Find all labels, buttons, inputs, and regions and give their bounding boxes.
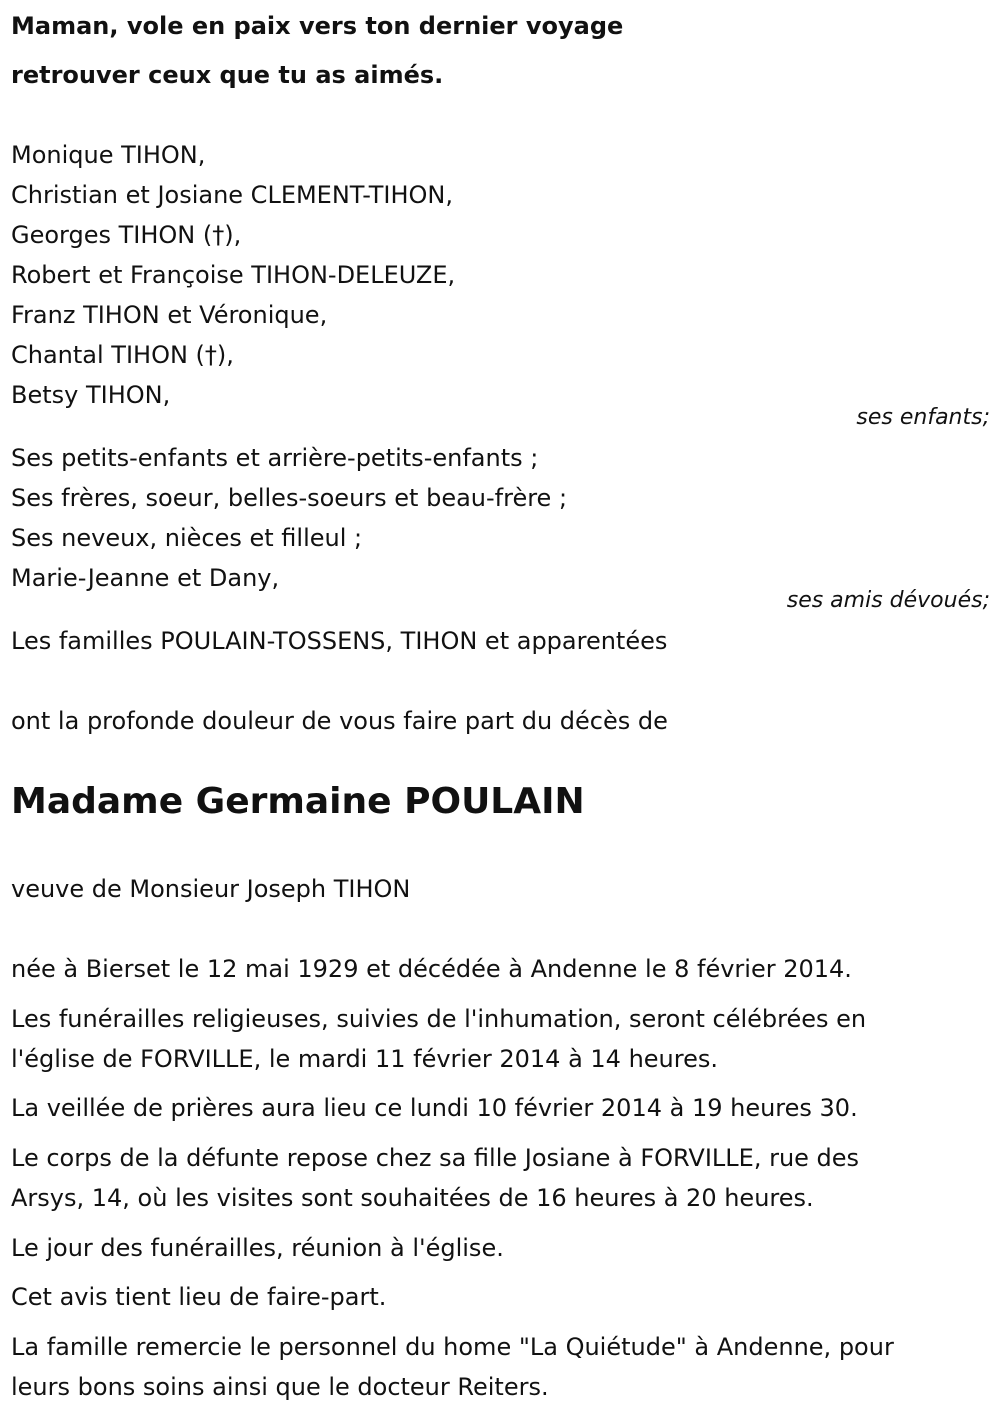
body-line: Le jour des funérailles, réunion à l'église. xyxy=(11,1234,504,1262)
relative-line: Ses frères, soeur, belles-soeurs et beau-frère ; xyxy=(11,484,568,512)
body-line: La famille remercie le personnel du home "La Quiétude" à Andenne, pour xyxy=(11,1333,894,1361)
body-line: Cet avis tient lieu de faire-part. xyxy=(11,1283,387,1311)
child-name: Franz TIHON et Véronique, xyxy=(11,301,328,329)
child-name: Robert et Françoise TIHON-DELEUZE, xyxy=(11,261,456,289)
body-line: née à Bierset le 12 mai 1929 et décédée à Andenne le 8 février 2014. xyxy=(11,955,852,983)
body-line: Les funérailles religieuses, suivies de l'inhumation, seront célébrées en xyxy=(11,1005,867,1033)
child-name: Christian et Josiane CLEMENT-TIHON, xyxy=(11,181,453,209)
child-name: Monique TIHON, xyxy=(11,141,206,169)
body-line: l'église de FORVILLE, le mardi 11 février 2014 à 14 heures. xyxy=(11,1045,718,1073)
epigraph-line-2: retrouver ceux que tu as aimés. xyxy=(11,61,444,89)
relative-line: Ses neveux, nièces et filleul ; xyxy=(11,524,363,552)
relative-line: Ses petits-enfants et arrière-petits-enfants ; xyxy=(11,444,539,472)
body-line: Arsys, 14, où les visites sont souhaitées de 16 heures à 20 heures. xyxy=(11,1184,814,1212)
body-line: leurs bons soins ainsi que le docteur Reiters. xyxy=(11,1373,549,1401)
body-line: Le corps de la défunte repose chez sa fille Josiane à FORVILLE, rue des xyxy=(11,1144,860,1172)
announcement-line: ont la profonde douleur de vous faire part du décès de xyxy=(11,707,668,735)
families-line: Les familles POULAIN-TOSSENS, TIHON et apparentées xyxy=(11,627,668,655)
deceased-name: Madame Germaine POULAIN xyxy=(11,781,585,822)
body-line: La veillée de prières aura lieu ce lundi 10 février 2014 à 19 heures 30. xyxy=(11,1094,858,1122)
child-name: Georges TIHON (†), xyxy=(11,221,242,249)
child-name: Betsy TIHON, xyxy=(11,381,171,409)
epigraph-line-1: Maman, vole en paix vers ton dernier voyage xyxy=(11,12,624,40)
friends-note: ses amis dévoués; xyxy=(786,588,990,613)
child-name: Chantal TIHON (†), xyxy=(11,341,234,369)
children-note: ses enfants; xyxy=(856,405,990,430)
widow-of-line: veuve de Monsieur Joseph TIHON xyxy=(11,875,411,903)
relative-line: Marie-Jeanne et Dany, xyxy=(11,564,280,592)
